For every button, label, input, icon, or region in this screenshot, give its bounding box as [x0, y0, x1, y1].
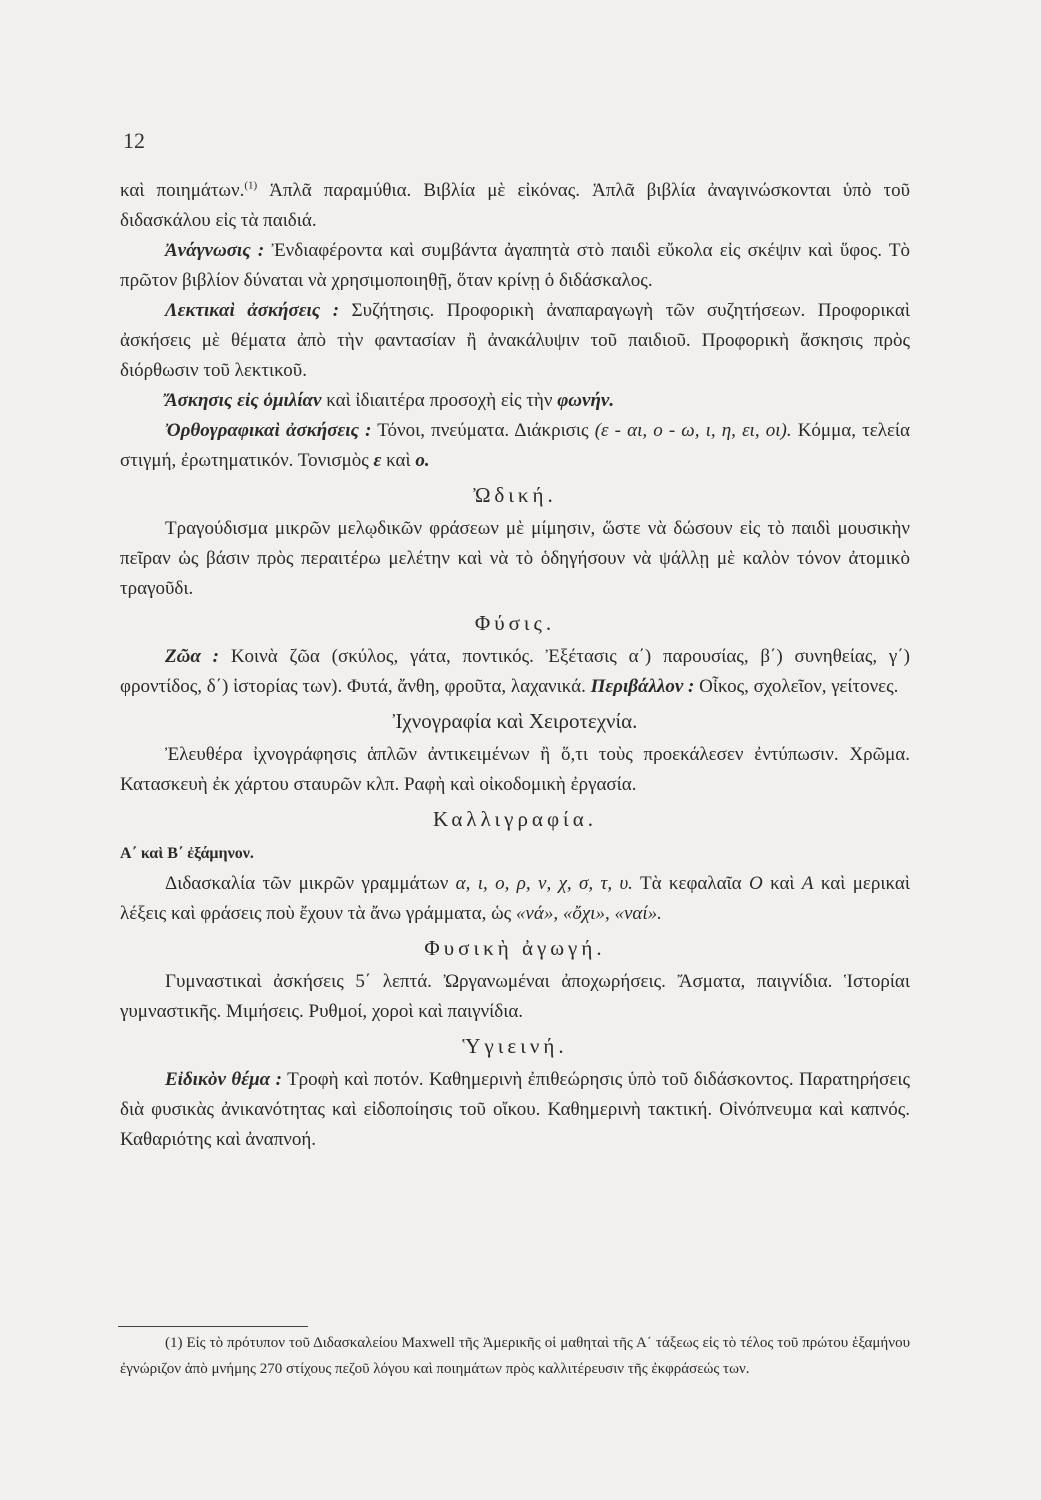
paragraph-verbal-exercises [120, 296, 910, 386]
text-run: Συζήτησις. Προφορικὴ ἀναπαραγωγὴ τῶν συζητήσεων. Προφορικαὶ ἀσκήσεις μὲ θέματα ἀπὸ τὴν φαντασίαν ἢ ἀνακάλυψιν τοῦ παιδιοῦ. Προφορικὴ ἄσκησις πρὸς διόρθωσιν τοῦ λεκτικοῦ. [120, 300, 910, 381]
italic-run: Ο [748, 873, 763, 894]
text-run: Διδασκαλία τῶν μικρῶν γραμμάτων [165, 873, 456, 894]
text-run: Τὰ κεφαλαῖα [632, 873, 749, 894]
term-label: Περιβάλλον : [590, 676, 695, 697]
footnote-ref: (1) [244, 179, 258, 192]
section-heading-nature: Φύσις. [474, 611, 556, 635]
emphasis: ε [373, 450, 382, 471]
paragraph-spelling [120, 416, 910, 476]
paragraph-physical-education [120, 967, 910, 1027]
italic-run: Α [801, 873, 814, 894]
text-run: Τραγούδισμα μικρῶν μελῳδικῶν φράσεων μὲ μίμησιν, ὥστε νὰ δώσουν εἰς τὸ παιδὶ μουσικὴν πεῖραν ὡς βάσιν πρὸς περαιτέρω μελέτην καὶ νὰ τὸ ὁδηγήσουν νὰ ψάλλῃ μὲ καλὸν τόνον ἀτομικὸ τραγοῦδι. [120, 518, 910, 599]
italic-run: (ε - αι, ο - ω, ι, η, ει, οι). [594, 420, 792, 441]
term-label: Ὀρθογραφικαὶ ἀσκήσεις : [165, 420, 372, 441]
paragraph-drawing [120, 740, 910, 800]
page-body [120, 176, 910, 1155]
text-run: καὶ ποιημάτων. [120, 180, 245, 201]
text-run: Ἐνδιαφέροντα καὶ συμβάντα ἀγαπητὰ στὸ παιδὶ εὔκολα εἰς σκέψιν καὶ ὕφος. Τὸ πρῶτον βιβλίον δύναται νὰ χρησιμοποιηθῇ, ὅταν κρίνῃ ὁ διδάσκαλος. [120, 240, 910, 291]
text-run: Ἐλευθέρα ἰχνογράφησις ἁπλῶν ἀντικειμένων ἢ ὅ,τι τοὺς προεκάλεσεν ἐντύπωσιν. Χρῶμα. Κατασκευὴ ἐκ χάρτου σταυρῶν κλπ. Ραφὴ καὶ οἰκοδομικὴ ἐργασία. [120, 744, 910, 795]
subheading-semesters [120, 838, 910, 869]
subheading-text: Α΄ καὶ Β΄ ἐξάμηνον. [120, 845, 254, 862]
paragraph-calligraphy [120, 869, 910, 929]
text-run: Τόνοι, πνεύματα. Διάκρισις [371, 420, 595, 441]
section-heading-physical-education: Φυσικὴ ἀγωγή. [424, 936, 606, 960]
term-label: Λεκτικαὶ ἀσκήσεις : [165, 300, 340, 321]
section-heading-drawing: Ἰχνογραφία καὶ Χειροτεχνία. [392, 709, 638, 733]
italic-run: α, ι, ο, ρ, ν, χ, σ, τ, υ. [455, 873, 633, 894]
text-run: Τροφὴ καὶ ποτόν. Καθημερινὴ ἐπιθεώρησις ὑπὸ τοῦ διδάσκοντος. Παρατηρήσεις διὰ φυσικὰς ἀνικανότητας καὶ εἰδοποίησις τοῦ οἴκου. Καθημερινὴ τακτική. Οἰνόπνευμα καὶ καπνός. Καθαριότης καὶ ἀναπνοή. [120, 1069, 910, 1150]
text-run: Οἶκος, σχολεῖον, γείτονες. [694, 676, 899, 697]
term-label: Ζῶα : [165, 646, 219, 667]
footnote-divider [118, 1326, 308, 1327]
italic-run: «νά», «ὄχι», «ναί». [515, 903, 662, 924]
paragraph-nature [120, 642, 910, 702]
text-run: καὶ [762, 873, 802, 894]
text-run: καὶ μερικαὶ λέξεις καὶ φράσεις ποὺ ἔχουν τὰ ἄνω γράμματα, ὡς [120, 873, 910, 924]
section-heading-calligraphy: Καλλιγραφία. [433, 807, 597, 831]
term-label: Ἄσκησις εἰς ὁμιλίαν [165, 390, 322, 411]
text-run: καὶ ἰδιαιτέρα προσοχὴ εἰς τὴν [321, 390, 558, 411]
section-heading-music: Ὠδική. [473, 483, 557, 507]
paragraph-hygiene [120, 1065, 910, 1155]
emphasis: φωνήν. [557, 390, 615, 411]
section-heading-hygiene: Ὑγιεινή. [462, 1034, 568, 1058]
emphasis: ο. [415, 450, 430, 471]
term-label: Ἀνάγνωσις : [165, 240, 265, 261]
paragraph-intro [120, 176, 910, 236]
text-run: καὶ [381, 450, 416, 471]
paragraph-reading [120, 236, 910, 296]
paragraph-music [120, 514, 910, 604]
text-run: Κόμμα, τελεία στιγμή, ἐρωτηματικόν. Τονισμὸς [120, 420, 911, 471]
footnote: (1) Εἰς τὸ πρότυπον τοῦ Διδασκαλείου Maxwell τῆς Ἀμερικῆς οἱ μαθηταὶ τῆς Α΄ τάξεως εἰς τὸ τέλος τοῦ πρώτου ἑξαμήνου ἐγνώριζον ἀπὸ μνήμης 270 στίχους πεζοῦ λόγου καὶ ποιημάτων πρὸς καλλιτέρευσιν τῆς ἐκφράσεώς των. [120, 1335, 910, 1377]
paragraph-speech-practice [120, 386, 910, 416]
text-run: Κοινὰ ζῶα (σκύλος, γάτα, ποντικός. Ἐξέτασις α΄) παρουσίας, β΄) συνηθείας, γ΄) φροντίδος, δ΄) ἱστορίας των). Φυτά, ἄνθη, φροῦτα, λαχανικά. [120, 646, 910, 697]
term-label: Εἰδικὸν θέμα : [165, 1069, 282, 1090]
page-number: 12 [123, 128, 145, 153]
text-run: Ἁπλᾶ παραμύθια. Βιβλία μὲ εἰκόνας. Ἁπλᾶ βιβλία ἀναγινώσκονται ὑπὸ τοῦ διδασκάλου εἰς τὰ παιδιά. [120, 180, 910, 231]
text-run: Γυμναστικαὶ ἀσκήσεις 5΄ λεπτά. Ὠργανωμέναι ἀποχωρήσεις. Ἄσματα, παιγνίδια. Ἱστορίαι γυμναστικῆς. Μιμήσεις. Ρυθμοί, χοροὶ καὶ παιγνίδια. [120, 971, 910, 1022]
